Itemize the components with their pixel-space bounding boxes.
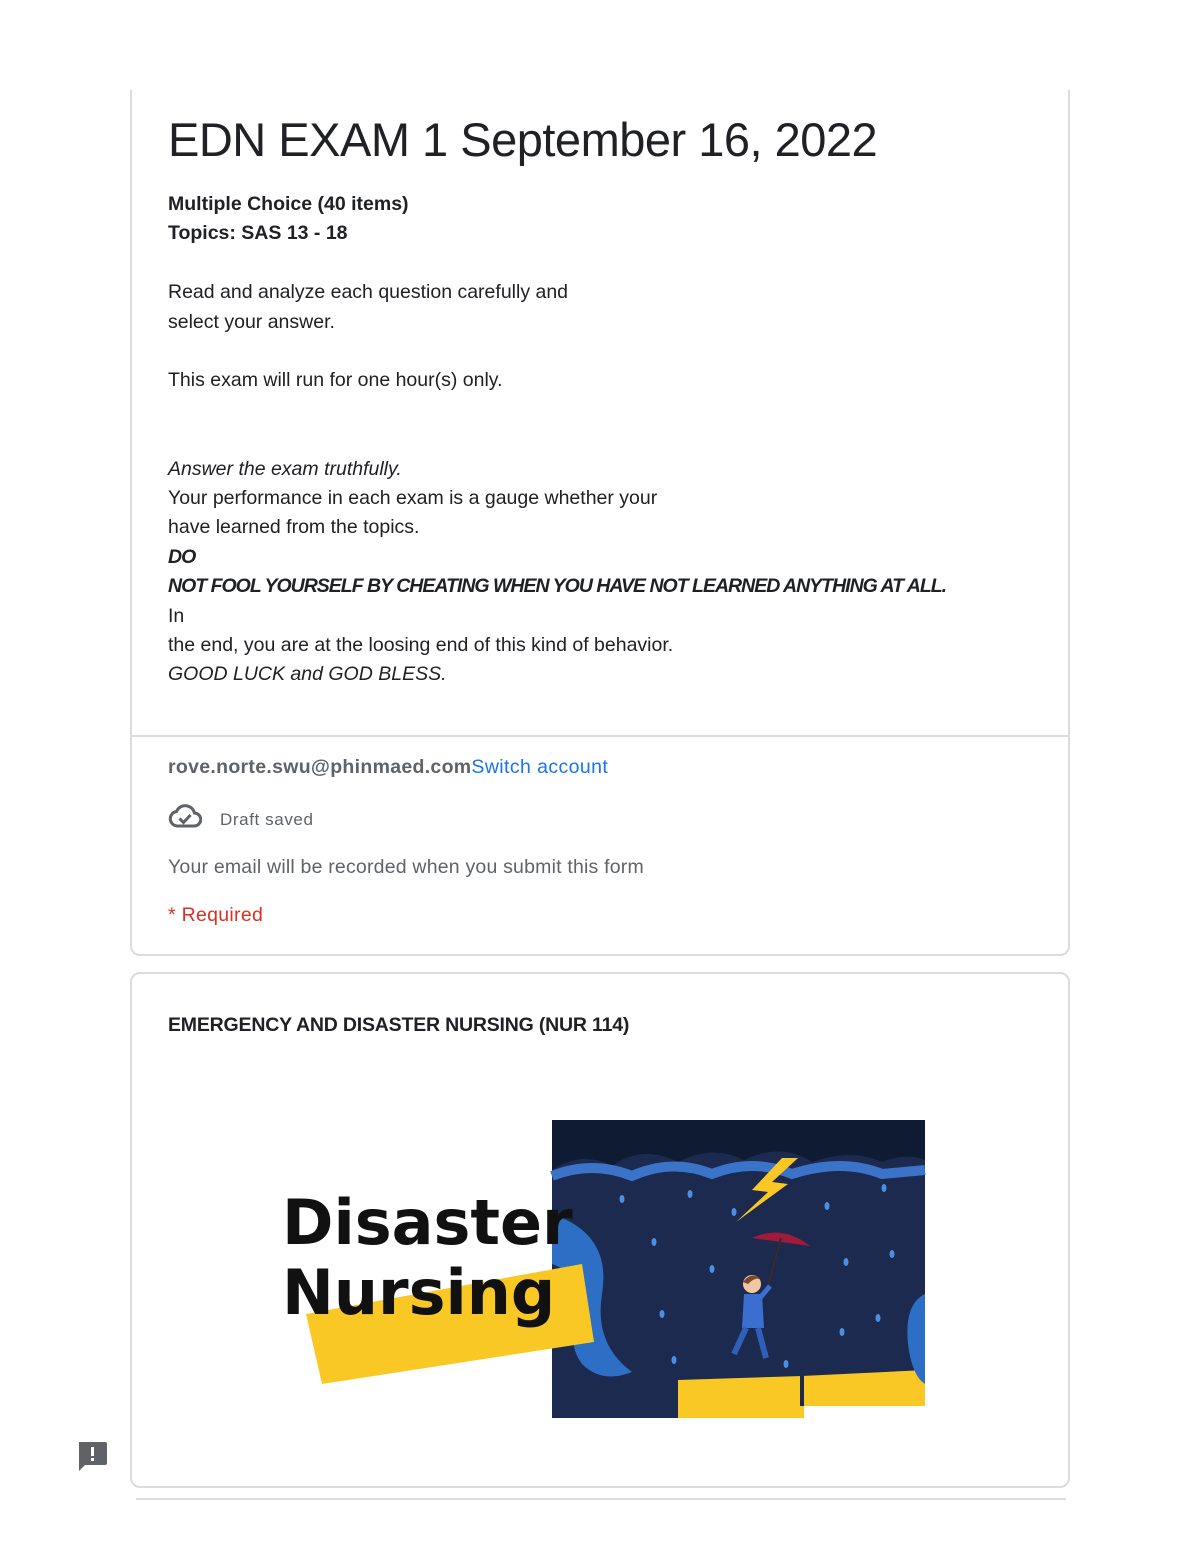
- description-line: select your answer.: [168, 310, 335, 333]
- draft-status-label: Draft saved: [220, 809, 314, 829]
- account-email: rove.norte.swu@phinmaed.com: [168, 756, 472, 778]
- banner-line2: Nursing: [282, 1256, 556, 1329]
- form-header-card: [130, 90, 1070, 956]
- form-description: [168, 190, 946, 690]
- cloud-check-icon: [168, 804, 202, 835]
- draft-status: [168, 804, 314, 835]
- description-line: NOT FOOL YOURSELF BY CHEATING WHEN YOU HAVE NOT LEARNED ANYTHING AT ALL.: [168, 575, 947, 598]
- description-line: Answer the exam truthfully.: [168, 457, 402, 480]
- description-line: Topics: SAS 13 - 18: [168, 222, 348, 245]
- email-notice: Your email will be recorded when you submit this form: [168, 856, 644, 878]
- divider: [132, 735, 1068, 737]
- description-line: Read and analyze each question carefully and: [168, 281, 569, 304]
- description-line: This exam will run for one hour(s) only.: [168, 369, 503, 392]
- switch-account-link[interactable]: Switch account: [471, 756, 609, 778]
- divider: [136, 1498, 1066, 1500]
- feedback-icon[interactable]: [76, 1440, 108, 1472]
- description-line: have learned from the topics.: [168, 516, 420, 539]
- form-title: EDN EXAM 1 September 16, 2022: [168, 113, 878, 166]
- section-title: EMERGENCY AND DISASTER NURSING (NUR 114): [168, 1014, 630, 1036]
- description-line: Multiple Choice (40 items): [168, 193, 409, 215]
- description-line: GOOD LUCK and GOD BLESS.: [168, 663, 447, 686]
- description-line: the end, you are at the loosing end of this kind of behavior.: [168, 634, 674, 657]
- description-line: In: [168, 604, 185, 627]
- description-line: Your performance in each exam is a gauge whether your: [168, 487, 658, 509]
- required-label: * Required: [168, 904, 264, 926]
- disaster-nursing-banner-image: [282, 1114, 932, 1434]
- banner-line1: Disaster: [282, 1186, 573, 1259]
- account-row: [168, 756, 608, 779]
- description-line: DO: [168, 545, 196, 568]
- section-header-card: [130, 972, 1070, 1488]
